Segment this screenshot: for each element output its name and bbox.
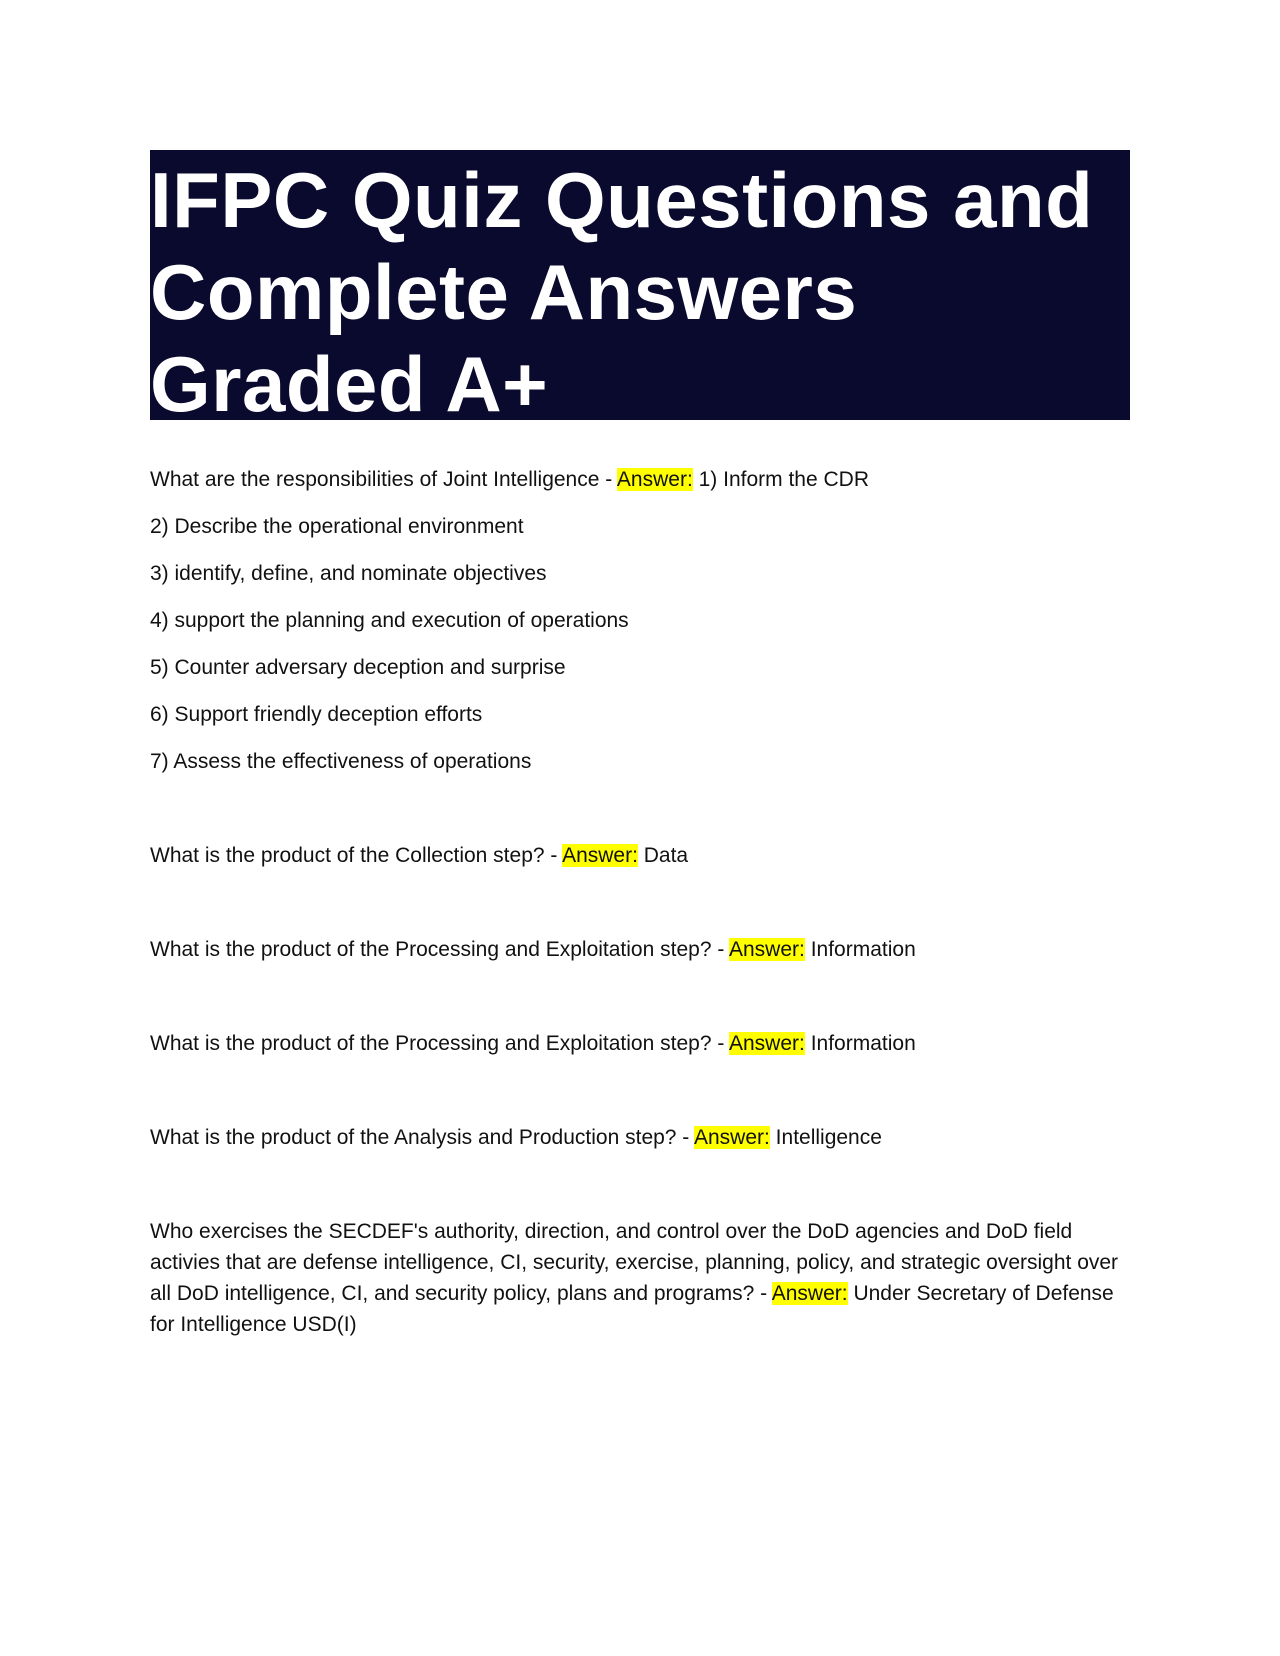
paragraph-spacer: [150, 981, 1130, 1028]
paragraph-spacer: [150, 793, 1130, 840]
answer-label: Answer:: [729, 1032, 805, 1055]
qa-item: [150, 1216, 1130, 1340]
question-text: What is the product of the Processing and Exploitation step? -: [150, 938, 729, 961]
answer-line: 5) Counter adversary deception and surprise: [150, 656, 566, 679]
question-text: What is the product of the Collection step? -: [150, 844, 563, 867]
qa-item: [150, 464, 1130, 495]
answer-line: 4) support the planning and execution of operations: [150, 609, 629, 632]
answer-text: 1) Inform the CDR: [692, 468, 869, 491]
answer-line: 3) identify, define, and nominate objectives: [150, 562, 547, 585]
title-line: Complete Answers: [150, 248, 858, 336]
answer-label: Answer:: [729, 938, 805, 961]
document-page: [150, 150, 1130, 1356]
answer-text: Information: [804, 938, 916, 961]
answer-line: 6) Support friendly deception efforts: [150, 703, 483, 726]
answer-label: Answer:: [771, 1282, 848, 1305]
paragraph-spacer: [150, 1169, 1130, 1216]
answer-label: Answer:: [693, 1126, 770, 1149]
answer-label: Answer:: [616, 468, 693, 491]
answer-text: Intelligence: [769, 1126, 882, 1149]
title-line: Graded A+: [150, 340, 549, 428]
question-text: What is the product of the Analysis and Production step? -: [150, 1126, 694, 1149]
title-line: IFPC Quiz Questions and: [150, 156, 1094, 244]
qa-item: [150, 1028, 1130, 1059]
answer-text: Data: [637, 844, 689, 867]
qa-item: [150, 840, 1130, 871]
answer-text: Under Secretary of Defense for Intelligence USD(I): [150, 1282, 1114, 1336]
answer-text: Information: [804, 1032, 916, 1055]
question-text: What is the product of the Processing and Exploitation step? -: [150, 1032, 729, 1055]
paragraph-spacer: [150, 1075, 1130, 1122]
document-title: [150, 150, 1130, 428]
qa-item: [150, 934, 1130, 965]
answer-label: Answer:: [562, 844, 638, 867]
question-text: What are the responsibilities of Joint Intelligence -: [150, 468, 617, 491]
question-text: Who exercises the SECDEF's authority, direction, and control over the DoD agencies and DoD field activies that are defense intelligence, CI, security, exercise, planning, policy, and strategic oversight over all DoD intelligence, CI, and security policy, plans and programs? -: [150, 1220, 1119, 1305]
answer-line: 2) Describe the operational environment: [150, 515, 524, 538]
paragraph-spacer: [150, 887, 1130, 934]
qa-item: [150, 1122, 1130, 1153]
qa-list: [150, 464, 1130, 1340]
answer-line: 7) Assess the effectiveness of operations: [150, 750, 532, 773]
